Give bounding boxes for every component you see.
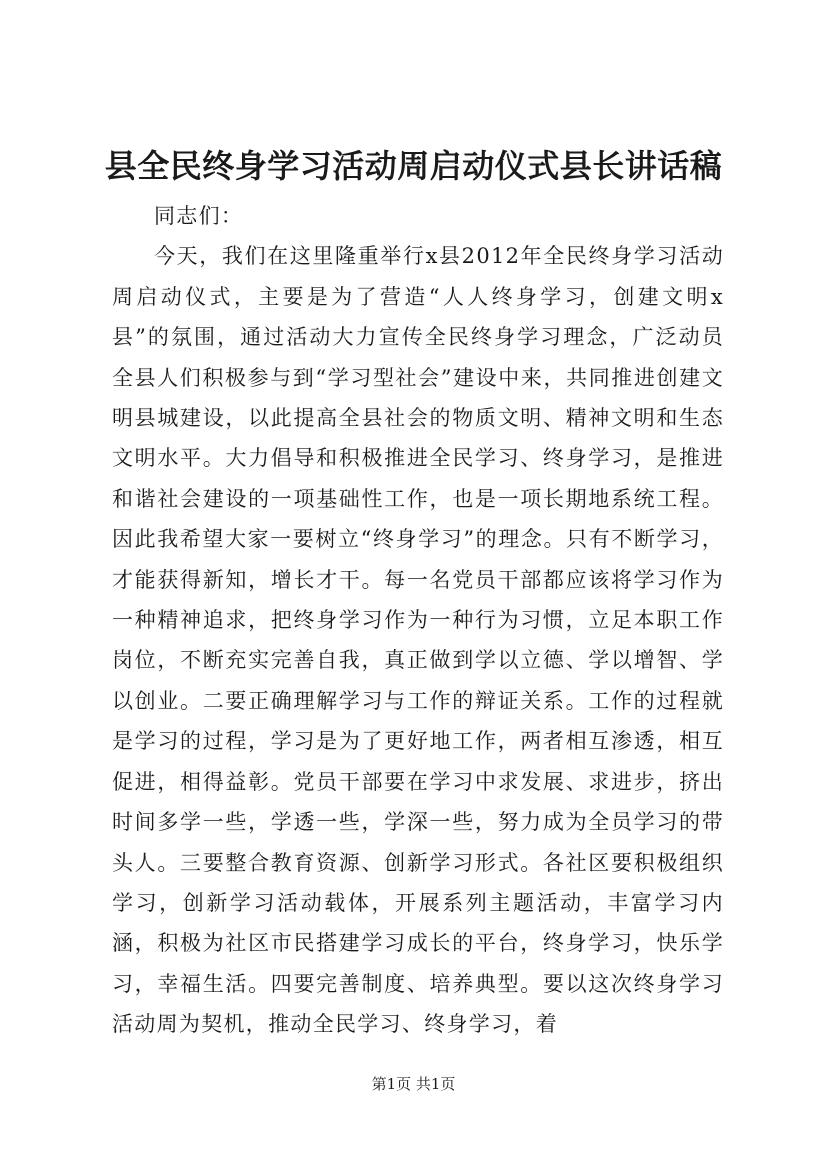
document-title: 县全民终身学习活动周启动仪式县长讲话稿	[104, 147, 723, 185]
page-footer: 第1页 共1页	[371, 1075, 456, 1093]
body-paragraph: 今天，我们在这里隆重举行x县2012年全民终身学习活动周启动仪式，主要是为了营造“人人终身学习，创建文明x县”的氛围，通过活动大力宣传全民终身学习理念，广泛动员全县人们积极参与到“学习型社会”建设中来，共同推进创建文明县城建设，以此提高全县社会的物质文明、精神文明和生态文明水平。大力倡导和积极推进全民学习、终身学习，是推进和谐社会建设的一项基础性工作，也是一项长期地系统工程。因此我希望大家一要树立“终身学习”的理念。只有不断学习，才能获得新知，增长才干。每一名党员干部都应该将学习作为一种精神追求，把终身学习作为一种行为习惯，立足本职工作岗位，不断充实完善自我，真正做到学以立德、学以增智、学以创业。二要正确理解学习与工作的辩证关系。工作的过程就是学习的过程，学习是为了更好地工作，两者相互渗透，相互促进，相得益彰。党员干部要在学习中求发展、求进步，挤出时间多学一些，学透一些，学深一些，努力成为全员学习的带头人。三要整合教育资源、创新学习形式。各社区要积极组织学习，创新学习活动载体，开展系列主题活动，丰富学习内涵，积极为社区市民搭建学习成长的平台，终身学习，快乐学习，幸福生活。四要完善制度、培养典型。要以这次终身学习活动周为契机，推动全民学习、终身学习，着	[112, 244, 724, 1037]
salutation: 同志们：	[154, 204, 244, 228]
document-body	[112, 196, 724, 1045]
